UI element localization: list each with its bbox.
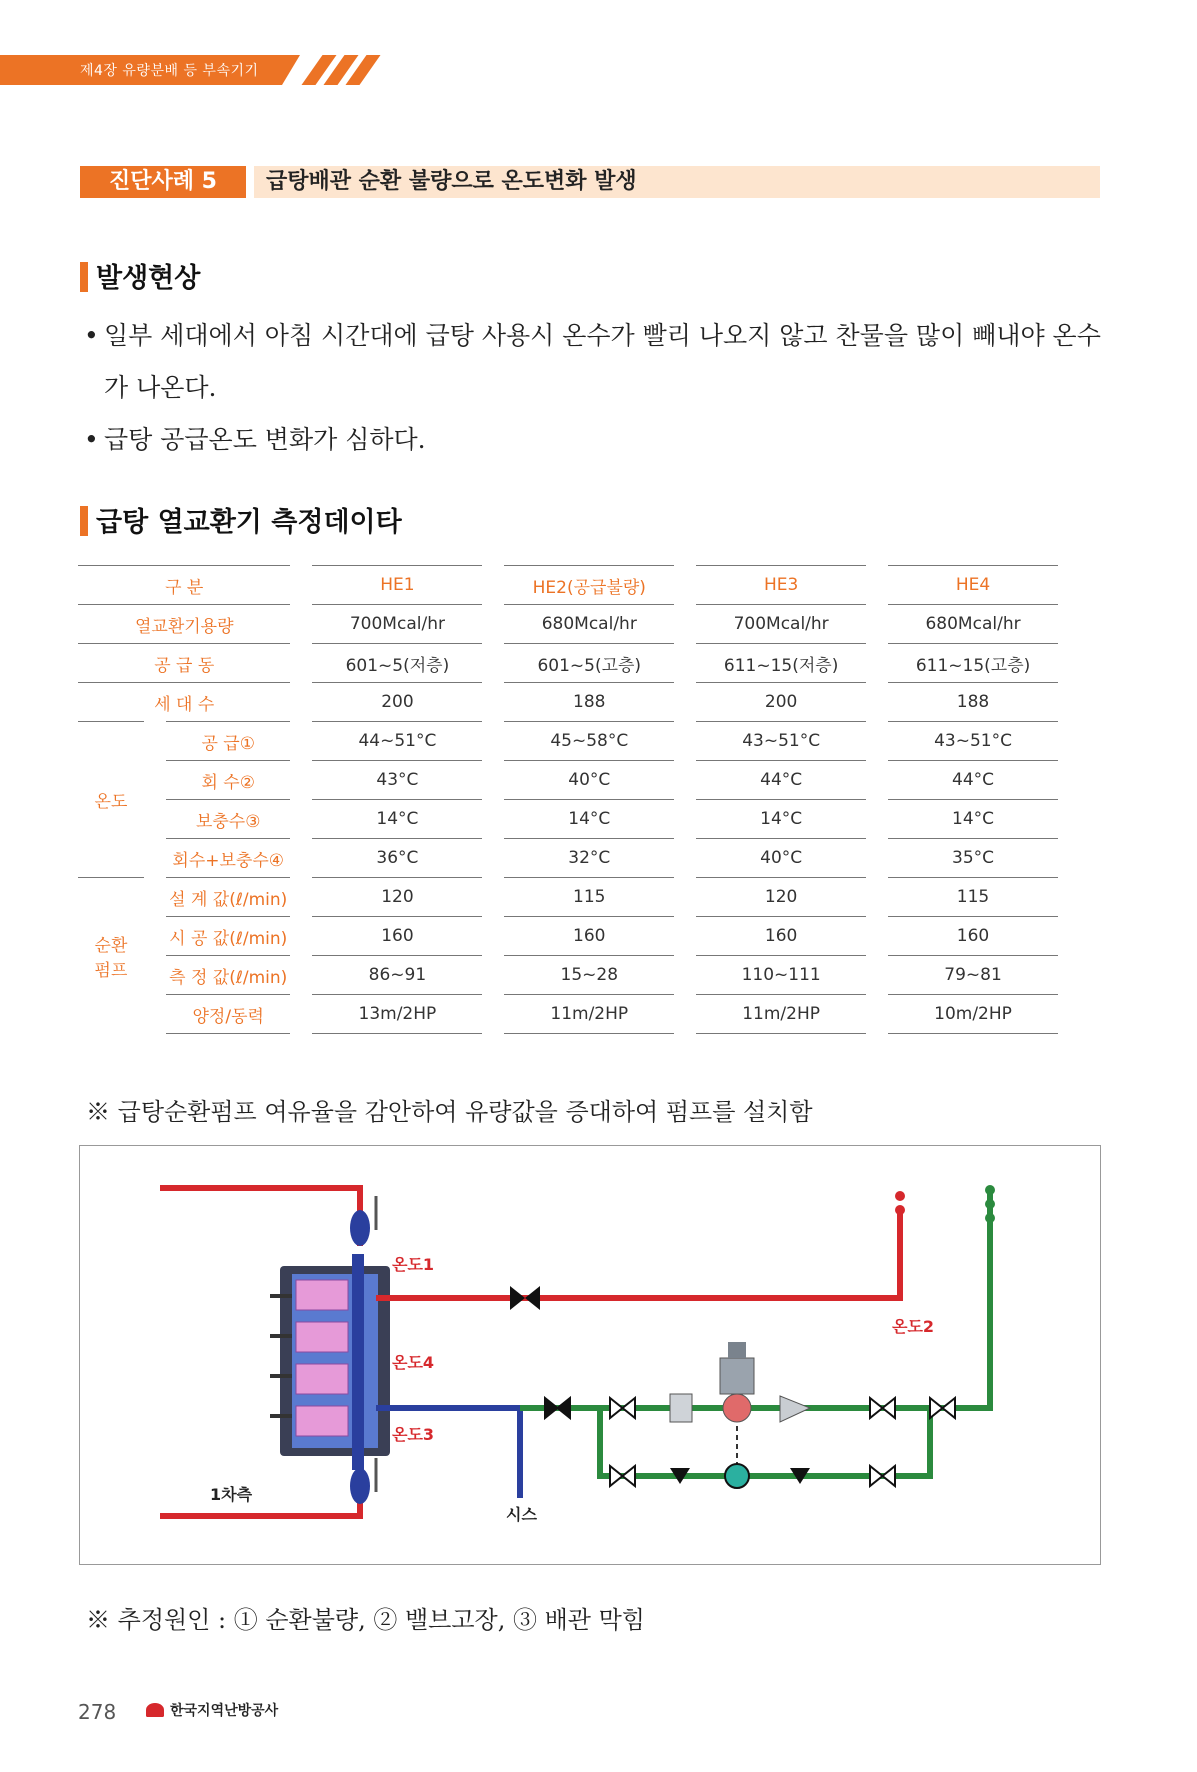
bullet-text: 급탕 공급온도 변화가 심하다. bbox=[104, 425, 426, 454]
section-heading-phenomenon bbox=[80, 262, 200, 296]
group-label-line: 순환 bbox=[94, 936, 128, 956]
table-row bbox=[78, 838, 1058, 877]
table-header-cell: 구 분 bbox=[78, 565, 290, 604]
hot-supply-pipe bbox=[376, 1210, 900, 1298]
piping-diagram-svg bbox=[80, 1146, 1100, 1564]
pipe-end-dot bbox=[895, 1191, 905, 1201]
table-cell: 188 bbox=[504, 682, 674, 721]
table-cell: 611~15(저층) bbox=[696, 643, 866, 682]
heading-text: 급탕 열교환기 측정데이타 bbox=[96, 507, 402, 538]
pump-motor-top bbox=[728, 1342, 746, 1358]
table-cell: 43°C bbox=[312, 760, 482, 799]
table-cell: 160 bbox=[312, 916, 482, 955]
heading-text: 발생현상 bbox=[96, 263, 201, 294]
table-cell: 11m/2HP bbox=[504, 994, 674, 1034]
row-label: 설 계 값(ℓ/min) bbox=[166, 877, 291, 916]
label-cistern: 시스 bbox=[506, 1505, 537, 1524]
bullet-continuation: 가 나온다. bbox=[104, 373, 217, 402]
pipe-end-dot bbox=[985, 1199, 995, 1209]
row-label: 열교환기용량 bbox=[78, 604, 290, 643]
table-row bbox=[78, 721, 1058, 760]
table-cell: 160 bbox=[504, 916, 674, 955]
pump-casing-icon bbox=[723, 1394, 751, 1422]
table-row bbox=[78, 955, 1058, 994]
group-label-temperature: 온도 bbox=[78, 721, 144, 877]
table-cell: 40°C bbox=[504, 760, 674, 799]
gate-valve-closed bbox=[545, 1398, 570, 1418]
heading-marker bbox=[80, 262, 88, 292]
primary-return-pipe bbox=[160, 1466, 360, 1516]
table-cell: 700Mcal/hr bbox=[696, 604, 866, 643]
table-header-cell: HE4 bbox=[888, 565, 1058, 604]
plate-pattern bbox=[296, 1406, 348, 1436]
row-label: 시 공 값(ℓ/min) bbox=[166, 916, 291, 955]
org-logo-icon bbox=[146, 1703, 164, 1717]
check-valve-icon bbox=[780, 1396, 810, 1422]
table-cell: 13m/2HP bbox=[312, 994, 482, 1034]
row-label: 보충수③ bbox=[166, 799, 291, 838]
page-number: 278 bbox=[78, 1700, 117, 1724]
row-label: 세 대 수 bbox=[78, 682, 290, 721]
table-cell: 601~5(고층) bbox=[504, 643, 674, 682]
section-heading-measurement bbox=[80, 506, 402, 540]
primary-supply-pipe bbox=[160, 1188, 360, 1246]
table-cell: 115 bbox=[888, 877, 1058, 916]
table-cell: 200 bbox=[696, 682, 866, 721]
label-temp3: 온도3 bbox=[392, 1425, 435, 1444]
table-cell: 86~91 bbox=[312, 955, 482, 994]
heat-exchanger-end-plate bbox=[352, 1254, 364, 1470]
case-title-row bbox=[80, 166, 1100, 198]
table-cell: 110~111 bbox=[696, 955, 866, 994]
row-label: 양정/동력 bbox=[166, 994, 291, 1034]
row-label: 회 수② bbox=[166, 760, 291, 799]
table-cell: 115 bbox=[504, 877, 674, 916]
table-header-cell: HE1 bbox=[312, 565, 482, 604]
plate-pattern bbox=[296, 1322, 348, 1352]
table-cell: 200 bbox=[312, 682, 482, 721]
table-cell: 43~51°C bbox=[696, 721, 866, 760]
org-name: 한국지역난방공사 bbox=[170, 1703, 279, 1719]
table-cell: 15~28 bbox=[504, 955, 674, 994]
plate-pattern bbox=[296, 1280, 348, 1310]
label-temp1: 온도1 bbox=[392, 1255, 435, 1274]
table-cell: 10m/2HP bbox=[888, 994, 1058, 1034]
table-cell: 188 bbox=[888, 682, 1058, 721]
supply-gate-valve bbox=[510, 1286, 540, 1310]
table-header-cell: HE3 bbox=[696, 565, 866, 604]
bullet-item bbox=[84, 414, 1104, 466]
plate-pattern bbox=[296, 1364, 348, 1394]
bypass-pipe bbox=[600, 1408, 930, 1476]
strainer-icon bbox=[670, 1394, 692, 1422]
table-cell: 14°C bbox=[504, 799, 674, 838]
table-cell: 14°C bbox=[888, 799, 1058, 838]
table-row bbox=[78, 799, 1058, 838]
table-cell: 680Mcal/hr bbox=[888, 604, 1058, 643]
table-cell: 44°C bbox=[696, 760, 866, 799]
pump-motor-icon bbox=[720, 1358, 754, 1394]
table-cell: 14°C bbox=[312, 799, 482, 838]
row-label: 공 급 동 bbox=[78, 643, 290, 682]
chapter-title: 제4장 유량분배 등 부속기기 bbox=[80, 63, 259, 79]
note-pump-installation: ※ 급탕순환펌프 여유율을 감안하여 유량값을 증대하여 펌프를 설치함 bbox=[86, 1098, 813, 1126]
table-cell: 40°C bbox=[696, 838, 866, 877]
gate-valve bbox=[930, 1398, 955, 1418]
table-cell: 36°C bbox=[312, 838, 482, 877]
table-cell: 32°C bbox=[504, 838, 674, 877]
table-row bbox=[78, 682, 1058, 721]
label-temp4: 온도4 bbox=[392, 1353, 435, 1372]
table-cell: 35°C bbox=[888, 838, 1058, 877]
gate-valve bbox=[610, 1398, 635, 1418]
table-cell: 611~15(고층) bbox=[888, 643, 1058, 682]
note-estimated-cause: ※ 추정원인 : ① 순환불량, ② 밸브고장, ③ 배관 막힘 bbox=[86, 1606, 645, 1634]
table-cell: 45~58°C bbox=[504, 721, 674, 760]
table-cell: 120 bbox=[312, 877, 482, 916]
bullet-dot: • bbox=[84, 321, 99, 350]
bullet-item bbox=[84, 310, 1104, 362]
table-cell: 43~51°C bbox=[888, 721, 1058, 760]
table-cell: 160 bbox=[888, 916, 1058, 955]
case-label: 진단사례 5 bbox=[80, 166, 246, 198]
label-temp2: 온도2 bbox=[892, 1317, 935, 1336]
pipe-end-dot bbox=[985, 1185, 995, 1195]
gate-valve bbox=[610, 1466, 635, 1486]
pipe-end-dot bbox=[985, 1213, 995, 1223]
table-cell: 700Mcal/hr bbox=[312, 604, 482, 643]
table-header-cell: HE2(공급불량) bbox=[504, 565, 674, 604]
table-cell: 160 bbox=[696, 916, 866, 955]
bullet-dot: • bbox=[84, 425, 99, 454]
bullet-text: 일부 세대에서 아침 시간대에 급탕 사용시 온수가 빨리 나오지 않고 찬물을 많이 빼내야 온수 bbox=[104, 321, 1101, 350]
piping-diagram bbox=[79, 1145, 1101, 1565]
standby-pump-icon bbox=[725, 1464, 749, 1488]
table-cell: 680Mcal/hr bbox=[504, 604, 674, 643]
row-label: 측 정 값(ℓ/min) bbox=[166, 955, 291, 994]
group-label-line: 펌프 bbox=[94, 961, 128, 981]
table-cell: 11m/2HP bbox=[696, 994, 866, 1034]
heading-marker bbox=[80, 506, 88, 536]
table-cell: 14°C bbox=[696, 799, 866, 838]
table-row bbox=[78, 604, 1058, 643]
table-cell: 79~81 bbox=[888, 955, 1058, 994]
row-label: 회수+보충수④ bbox=[166, 838, 291, 877]
table-cell: 120 bbox=[696, 877, 866, 916]
pipe-end-dot bbox=[895, 1205, 905, 1215]
table-cell: 44~51°C bbox=[312, 721, 482, 760]
table-row bbox=[78, 760, 1058, 799]
table-row bbox=[78, 643, 1058, 682]
table-cell: 44°C bbox=[888, 760, 1058, 799]
gate-valve bbox=[870, 1466, 895, 1486]
table-header-row bbox=[78, 565, 1058, 604]
table-row bbox=[78, 877, 1058, 916]
table-row bbox=[78, 916, 1058, 955]
primary-valve-bottom bbox=[350, 1468, 370, 1504]
measurement-table bbox=[56, 565, 1080, 1034]
table-cell: 601~5(저층) bbox=[312, 643, 482, 682]
org-logo bbox=[146, 1700, 278, 1720]
gate-valve bbox=[870, 1398, 895, 1418]
group-label-pump bbox=[78, 877, 144, 1034]
primary-valve-top bbox=[350, 1210, 370, 1246]
row-label: 공 급① bbox=[166, 721, 291, 760]
label-primary-side: 1차측 bbox=[210, 1485, 253, 1504]
case-title: 급탕배관 순환 불량으로 온도변화 발생 bbox=[254, 166, 1100, 198]
table-row bbox=[78, 994, 1058, 1034]
